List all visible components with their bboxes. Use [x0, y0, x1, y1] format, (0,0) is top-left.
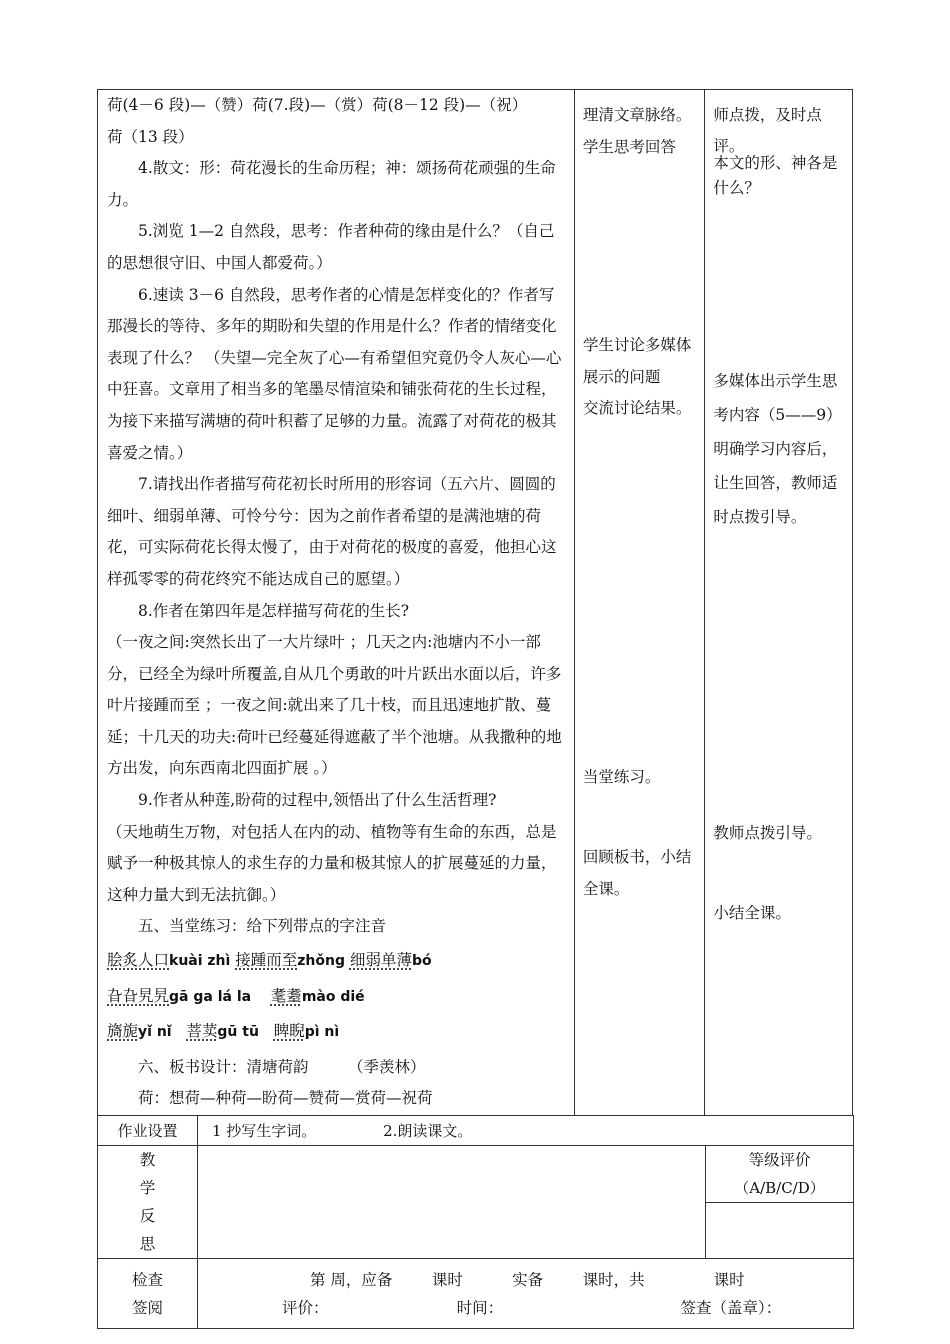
word: 旖旎 — [107, 1022, 139, 1041]
evaluation-label: 评价： — [282, 1298, 329, 1317]
question-8: 8.作者在第四年是怎样描写荷花的生长? — [138, 601, 410, 620]
word: 脍炙人口 — [107, 951, 170, 970]
teacher-activity-3: 多媒体出示学生思考内容（5——9）明确学习内容后，让生回答，教师适时点拨引导。 — [713, 372, 842, 526]
question-9: 9.作者从种莲,盼荷的过程中,领悟出了什么生活哲理? — [138, 791, 497, 810]
teacher-activity-2: 本文的形、神各是什么？ — [713, 154, 838, 197]
time-label: 时间： — [456, 1298, 504, 1317]
homework-label: 作业设置 — [98, 1116, 198, 1146]
lesson-plan-page — [97, 89, 853, 1329]
student-activity-1: 理清文章脉络。 学生思考回答 — [582, 106, 692, 156]
grade-options: （A/B/C/D） — [734, 1179, 825, 1197]
pinyin-row-1 — [107, 945, 568, 978]
grade-label: 等级评价 — [748, 1151, 811, 1169]
pinyin-row-2 — [107, 981, 568, 1014]
homework-item-2: 2.朗读课文。 — [383, 1122, 473, 1140]
student-activity-cell — [574, 90, 705, 1116]
word: 接踵而至 — [235, 951, 298, 970]
teacher-activity-1: 师点拨，及时点评。 — [713, 106, 822, 155]
sign-label: 签查（盖章）： — [680, 1298, 782, 1317]
grade-cell — [706, 1146, 854, 1203]
pinyin: zhǒng — [297, 953, 346, 970]
pinyin: yǐ nǐ — [138, 1024, 172, 1041]
check-table — [97, 1258, 854, 1329]
pinyin: bó — [411, 953, 432, 970]
answer-9: （天地萌生万物，对包括人在内的动、植物等有生命的东西，总是赋予一种极其惊人的求生存的力量和极其惊人的扩展蔓延的力量，这种力量大到无法抗御。） — [107, 822, 557, 904]
teacher-activity-5: 小结全课。 — [713, 904, 791, 922]
reflection-table — [97, 1145, 854, 1259]
student-activity-3: 当堂练习。 — [582, 768, 661, 786]
answer-8: （一夜之间:突然长出了一大片绿叶 ；几天之内:池塘内不小一部分，已经全为绿叶所覆盖,自从几个勇敢的叶片跃出水面以后，许多叶片接踵而至 ；一夜之间:就出来了几十枝，而且迅速地扩散、蔓延；十几天的功夫:荷叶已经蔓延得遮蔽了半个池塘。从我撒种的地方出发，向东西南北四面扩展 。） — [107, 633, 562, 778]
word: 耄耋 — [270, 986, 302, 1005]
pinyin: gā ga lá la — [169, 988, 252, 1005]
section-5-title: 五、当堂练习：给下列带点的字注音 — [138, 917, 387, 936]
pinyin: mào dié — [301, 988, 365, 1005]
homework-row — [98, 1116, 854, 1146]
student-activity-4: 回顾板书，小结全课。 — [582, 848, 692, 898]
board-design-label: 六、板书设计：清塘荷韵 — [138, 1057, 309, 1076]
check-content — [198, 1259, 854, 1329]
check-line-1: 第 周，应备 课时 实备 课时，共 课时 — [310, 1270, 745, 1289]
reflection-content — [198, 1146, 706, 1259]
structure-line-2: 荷（13 段） — [107, 127, 194, 146]
word: 旮旮旯旯 — [107, 986, 170, 1005]
homework-item-1: 1 抄写生字词。 — [212, 1122, 317, 1140]
word: 睥睨 — [273, 1022, 305, 1041]
lesson-plan-table — [97, 89, 853, 1116]
pinyin-row-3 — [107, 1016, 568, 1049]
check-label: 检查 签阅 — [98, 1259, 198, 1329]
word: 细弱单薄 — [349, 951, 412, 970]
student-activity-2: 学生讨论多媒体 展示的问题 交流讨论结果。 — [582, 336, 692, 418]
word: 菩荬 — [186, 1022, 218, 1041]
pinyin: kuài zhì — [169, 953, 231, 970]
teacher-activity-cell — [705, 90, 853, 1116]
pinyin: gū tū — [217, 1024, 259, 1041]
grade-value — [706, 1203, 854, 1259]
teacher-activity-4: 教师点拨引导。 — [713, 824, 822, 842]
homework-content — [198, 1116, 854, 1146]
homework-table — [97, 1115, 854, 1146]
question-7: 7.请找出作者描写荷花初长时所用的形容词（五六片、圆圆的细叶、细弱单薄、可怜兮兮：因为之前作者希望的是满池塘的荷花，可实际荷花长得太慢了，由于对荷花的极度的喜爱，他担心这样孤零零的荷花终究不能达成自己的愿望。） — [107, 475, 557, 588]
section-6-title — [107, 1052, 568, 1084]
board-design-content: 荷：想荷—种荷—盼荷—赞荷—赏荷—祝荷 — [138, 1089, 433, 1108]
author: （季羡林） — [347, 1057, 426, 1076]
reflection-label: 教 学 反 思 — [98, 1146, 198, 1259]
teaching-process-row — [98, 90, 853, 1116]
question-4: 4.散文：形：荷花漫长的生命历程；神：颂扬荷花顽强的生命力。 — [107, 159, 556, 209]
question-6: 6.速读 3－6 自然段，思考作者的心情是怎样变化的？作者写那漫长的等待、多年的期盼和失望的作用是什么？作者的情绪变化表现了什么？ （失望—完全灰了心—有希望但究竟仍令人灰心—心中狂喜。文章用了相当多的笔墨尽情渲染和铺张荷花的生长过程，为接下来描写满塘的荷叶积蓄了足够的力量。流露了对荷花的极其喜爱之情。） — [107, 285, 562, 462]
structure-line-1: 荷(4－6 段)—（赞）荷(7.段)—（赏）荷(8－12 段)—（祝） — [107, 96, 528, 114]
pinyin: pì nì — [304, 1024, 340, 1041]
content-cell — [98, 90, 575, 1116]
check-line-2 — [198, 1294, 853, 1322]
question-5: 5.浏览 1—2 自然段，思考：作者种荷的缘由是什么？（自己的思想很守旧、中国人都爱荷。） — [107, 222, 555, 272]
